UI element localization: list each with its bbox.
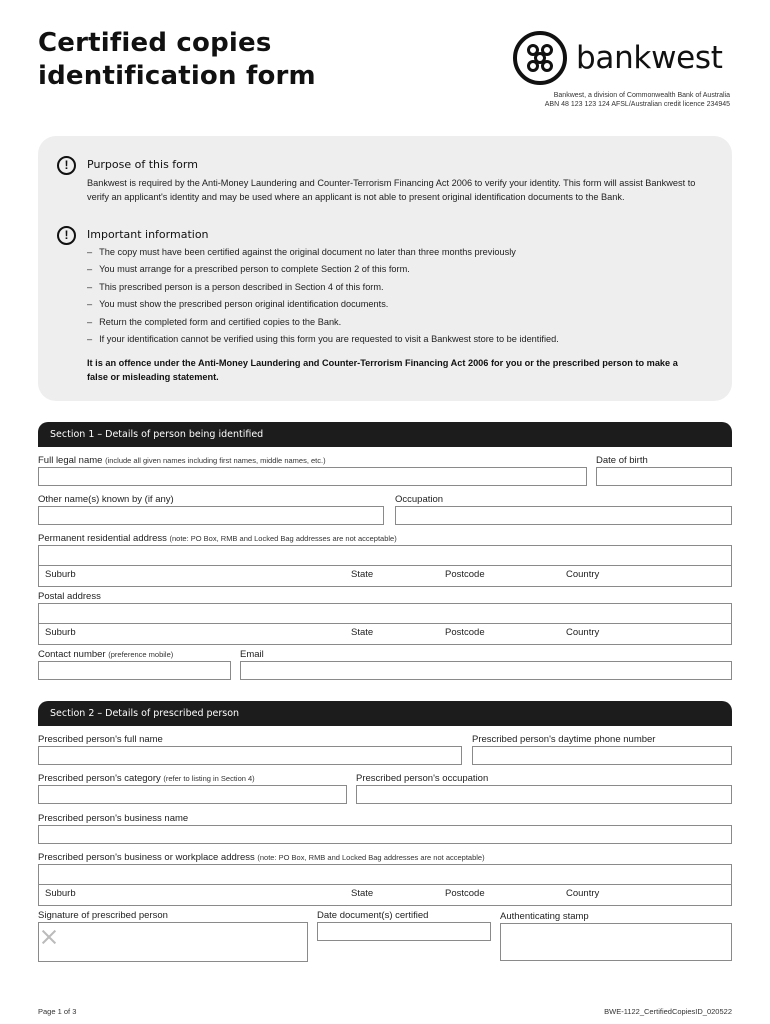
occupation-label: Occupation [395, 494, 444, 505]
prescribed-name-input[interactable] [38, 746, 462, 765]
contact-number-label: Contact number (preference mobile) [38, 649, 174, 660]
suburb-label: Suburb [45, 627, 76, 638]
list-item: – You must show the prescribed person original identification documents. [87, 297, 559, 314]
email-label: Email [240, 649, 264, 660]
business-address-input[interactable] [38, 864, 732, 885]
entity-details [545, 91, 730, 109]
business-name-label: Prescribed person's business name [38, 813, 189, 824]
prescribed-phone-label: Prescribed person's daytime phone number [472, 734, 656, 745]
purpose-heading: Purpose of this form [87, 158, 198, 171]
date-certified-label: Date document(s) certified [317, 910, 429, 921]
section-1-header: Section 1 – Details of person being identified [38, 422, 732, 447]
suburb-label: Suburb [45, 569, 76, 580]
prescribed-category-label: Prescribed person's category (refer to listing in Section 4) [38, 773, 255, 784]
state-label: State [351, 627, 374, 638]
entity-line-1: Bankwest, a division of Commonwealth Bank of Australia [553, 92, 730, 99]
signature-x-icon [42, 930, 56, 944]
postcode-label: Postcode [445, 627, 485, 638]
page-number: Page 1 of 3 [38, 1007, 77, 1016]
section-2-header: Section 2 – Details of prescribed person [38, 701, 732, 726]
state-label: State [351, 569, 374, 580]
postal-suburb-row[interactable] [38, 624, 732, 645]
bankwest-logo-icon [512, 30, 568, 86]
postcode-label: Postcode [445, 569, 485, 580]
suburb-label: Suburb [45, 888, 76, 899]
list-item: – You must arrange for a prescribed person to complete Section 2 of this form. [87, 262, 559, 279]
date-certified-input[interactable] [317, 922, 491, 941]
email-input[interactable] [240, 661, 732, 680]
list-item: – Return the completed form and certified copies to the Bank. [87, 315, 559, 332]
postal-address-label: Postal address [38, 591, 101, 602]
country-label: Country [566, 569, 600, 580]
dob-input[interactable] [596, 467, 732, 486]
other-names-input[interactable] [38, 506, 384, 525]
prescribed-name-label: Prescribed person's full name [38, 734, 163, 745]
signature-label: Signature of prescribed person [38, 910, 168, 921]
title-line-2: identification form [38, 61, 316, 91]
stamp-label: Authenticating stamp [500, 911, 589, 922]
list-item: – This prescribed person is a person described in Section 4 of this form. [87, 280, 559, 297]
full-name-label: Full legal name (include all given names including first names, middle names, etc.) [38, 455, 326, 466]
page-title [38, 27, 316, 93]
residential-address-label: Permanent residential address (note: PO Box, RMB and Locked Bag addresses are not acceptable) [38, 533, 397, 544]
signature-box[interactable] [38, 922, 308, 962]
list-item: – If your identification cannot be verified using this form you are requested to visit a Bankwest store to be identified. [87, 332, 559, 349]
list-item: – The copy must have been certified against the original document no later than three months previously [87, 245, 559, 262]
country-label: Country [566, 888, 600, 899]
stamp-box[interactable] [500, 923, 732, 961]
important-list [87, 245, 559, 349]
dob-label: Date of birth [596, 455, 648, 466]
contact-number-input[interactable] [38, 661, 231, 680]
prescribed-occupation-input[interactable] [356, 785, 732, 804]
occupation-input[interactable] [395, 506, 732, 525]
form-code: BWE-1122_CertifiedCopiesID_020522 [604, 1007, 732, 1016]
business-name-input[interactable] [38, 825, 732, 844]
purpose-text: Bankwest is required by the Anti-Money Laundering and Counter-Terrorism Financing Act 2006 to verify your identity. This form will assist Bankwest to verify an applicant's identity and may be used where an applicant is not able to present original identification documents to the Bank. [87, 178, 696, 202]
postal-address-input[interactable] [38, 603, 732, 624]
important-heading: Important information [87, 228, 209, 241]
residential-suburb-row[interactable] [38, 566, 732, 587]
title-line-1: Certified copies [38, 28, 272, 58]
exclamation-icon: ! [57, 226, 76, 245]
business-address-label: Prescribed person's business or workplace address (note: PO Box, RMB and Locked Bag addresses are not acceptable) [38, 852, 485, 863]
offence-warning: It is an offence under the Anti-Money Laundering and Counter-Terrorism Financing Act 2006 for you or the prescribed person to make a false or misleading statement. [87, 358, 678, 382]
bankwest-logo [512, 31, 723, 85]
exclamation-icon: ! [57, 156, 76, 175]
state-label: State [351, 888, 374, 899]
business-suburb-row[interactable] [38, 885, 732, 906]
entity-line-2: ABN 48 123 123 124 AFSL/Australian credit licence 234945 [544, 101, 730, 108]
prescribed-category-input[interactable] [38, 785, 347, 804]
other-names-label: Other name(s) known by (if any) [38, 494, 174, 505]
residential-address-input[interactable] [38, 545, 732, 566]
full-name-input[interactable] [38, 467, 587, 486]
prescribed-phone-input[interactable] [472, 746, 732, 765]
prescribed-occupation-label: Prescribed person's occupation [356, 773, 489, 784]
country-label: Country [566, 627, 600, 638]
postcode-label: Postcode [445, 888, 485, 899]
logo-wordmark: bankwest [576, 40, 723, 76]
